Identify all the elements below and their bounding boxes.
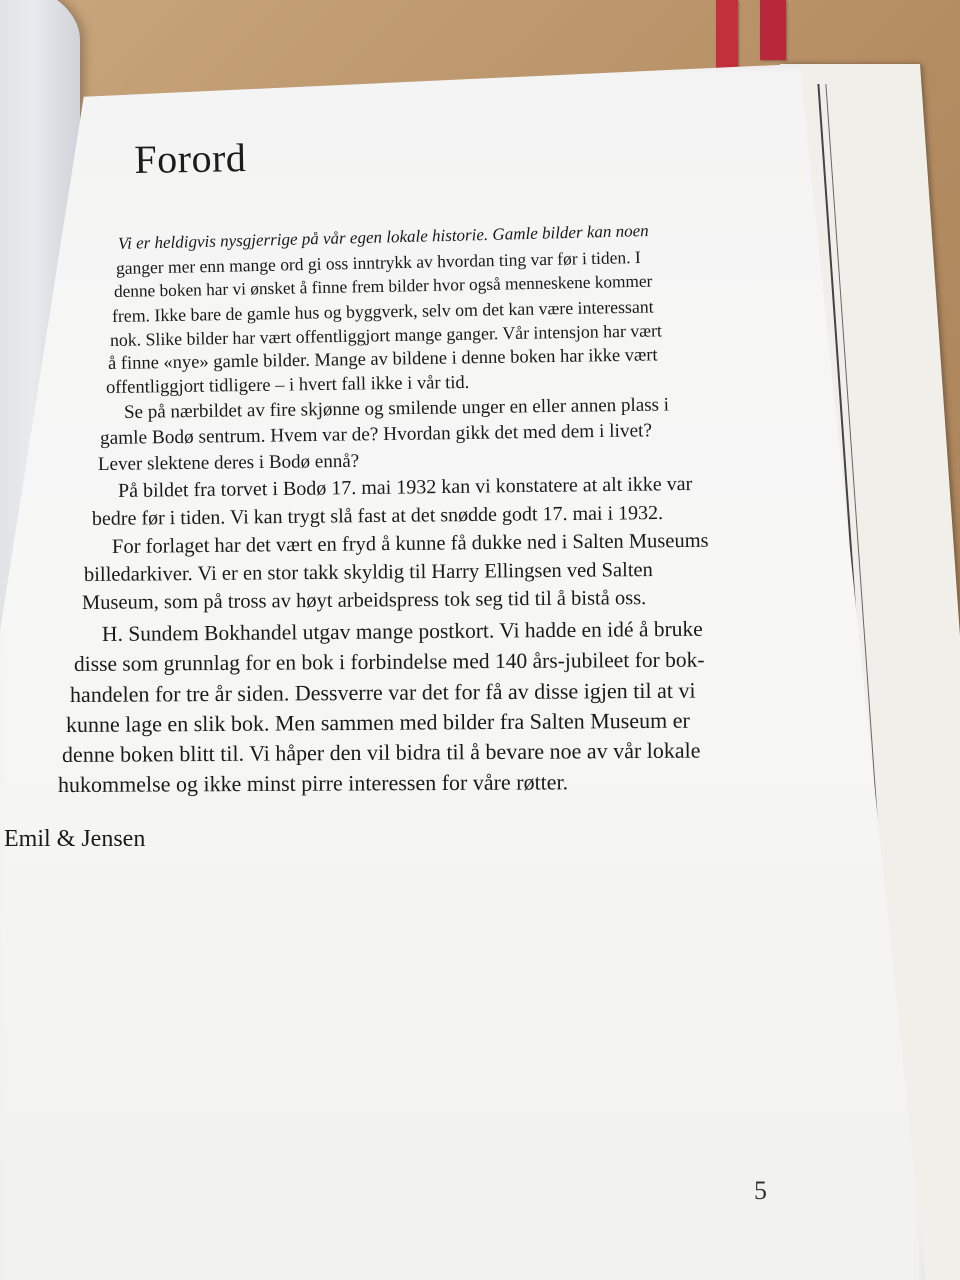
text-line: På bildet fra torvet i Bodø 17. mai 1932 kan vi konstatere at alt ikke var <box>117 472 693 502</box>
text-line: frem. Ikke bare de gamle hus og byggverk, selv om det kan være interessant <box>111 296 654 326</box>
text-line: offentliggjort tidligere – i hvert fall ikke i vår tid. <box>105 372 470 398</box>
text-line: Lever slektene deres i Bodø ennå? <box>97 450 360 475</box>
text-line: nok. Slike bilder har vært offentliggjort mange ganger. Vår intensjon har vært <box>109 320 663 350</box>
text-line: Vi er heldigvis nysgjerrige på vår egen lokale historie. Gamle bilder kan noen <box>117 221 649 253</box>
text-line: Museum, som på tross av høyt arbeidspress tok seg tid til å bistå oss. <box>81 587 647 614</box>
text-line: handelen for tre år siden. Dessverre var det for få av disse igjen til at vi <box>69 677 696 707</box>
text-line: å finne «nye» gamle bilder. Mange av bildene i denne boken har ikke vært <box>107 345 658 374</box>
text-line: hukommelse og ikke minst pirre interessen for våre røtter. <box>57 769 569 797</box>
text-line: Se på nærbildet av fire skjønne og smilende unger en eller annen plass i <box>123 394 670 423</box>
text-line: denne boken blitt til. Vi håper den vil bidra til å bevare noe av vår lokale <box>61 737 701 767</box>
text-line: For forlaget har det vært en fryd å kunne få dukke ned i Salten Museums <box>111 529 709 558</box>
text-line: billedarkiver. Vi er en stor takk skyldig til Harry Ellingsen ved Salten <box>83 559 653 586</box>
text-line: H. Sundem Bokhandel utgav mange postkort. Vi hadde en idé å bruke <box>101 616 703 646</box>
text-line: gamle Bodø sentrum. Hvem var de? Hvordan gikk det med dem i livet? <box>99 420 653 449</box>
text-line: ganger mer enn mange ord gi oss inntrykk av hvordan ting var før i tiden. I <box>115 247 641 278</box>
page-number: 5 <box>754 1176 767 1205</box>
author-signature: Emil & Jensen <box>4 826 146 852</box>
text-line: kunne lage en slik bok. Men sammen med bilder fra Salten Museum er <box>65 707 690 737</box>
text-line: disse som grunnlag for en bok i forbindelse med 140 års-jubileet for bok- <box>73 647 705 676</box>
text-line: bedre før i tiden. Vi kan trygt slå fast at det snødde godt 17. mai i 1932. <box>91 502 664 530</box>
page-title: Forord <box>134 135 247 182</box>
text-line: denne boken har vi ønsket å finne frem bilder hvor også menneskene kommer <box>113 271 653 301</box>
